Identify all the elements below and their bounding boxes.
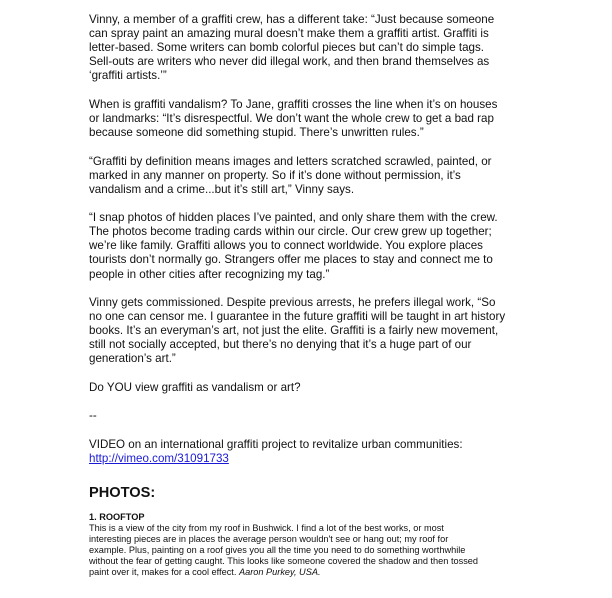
vimeo-link[interactable]: http://vimeo.com/31091733 [89,451,229,465]
paragraph-vinny-commissioned: Vinny gets commissioned. Despite previous arrests, he prefers illegal work, “So no one can censor me. I guarantee in the future graffiti will be taught in art history books. It’s an everyman’s art, not just the elite. Graffiti is a fairly new movement, still not socially accepted, but there’s no denying that it’s a huge part of our generation’s art.” [89,296,506,366]
photo-item-title: 1. ROOFTOP [89,512,145,523]
document-page [89,13,529,579]
paragraph-snap-photos: “I snap photos of hidden places I’ve painted, and only share them with the crew. The photos become trading cards within our circle. Our crew grew up together; we’re like family. Graffiti allows you to connect worldwide. You explore places tourists don’t normally go. Strangers offer me places to stay and connect me to people in other cities after recognizing my tag.” [89,211,498,281]
paragraph-question: Do YOU view graffiti as vandalism or art? [89,380,301,394]
paragraph-graffiti-definition: “Graffiti by definition means images and letters scratched scrawled, painted, or marked in any manner on property. So if it’s done without permission, it’s vandalism and a crime...but it’s still art,” Vinny says. [89,154,492,196]
video-description: VIDEO on an international graffiti project to revitalize urban communities: [89,437,463,451]
photo-caption [89,523,529,578]
paragraph-separator: -- [89,409,97,423]
video-block [89,438,529,466]
paragraph-vinny-take: Vinny, a member of a graffiti crew, has a different take: “Just because someone can spray paint an amazing mural doesn’t make them a graffiti artist. Graffiti is letter-based. Some writers can bomb colorful pieces but can’t do simple tags. Sell-outs are writers who never did illegal work, and then brand themselves as ‘graffiti artists.’” [89,13,495,83]
photos-heading: PHOTOS: [89,485,156,502]
photo-credit: Aaron Purkey, USA. [238,567,321,578]
photo-caption-text: This is a view of the city from my roof in Bushwick. I find a lot of the best works, or most interesting pieces are in places the average person wouldn't see or hang out; my roof for example. Plus, painting on a roof gives you all the time you need to do something worthwhile without the fear of getting caught. This looks like someone covered the shadow and then tossed paint over it, makes for a cool effect. [89,523,479,578]
paragraph-jane-vandalism: When is graffiti vandalism? To Jane, graffiti crosses the line when it’s on houses or landmarks: “It’s disrespectful. We don’t want the whole crew to get a bad rap because someone did something stupid. There’s unwritten rules.” [89,97,498,140]
